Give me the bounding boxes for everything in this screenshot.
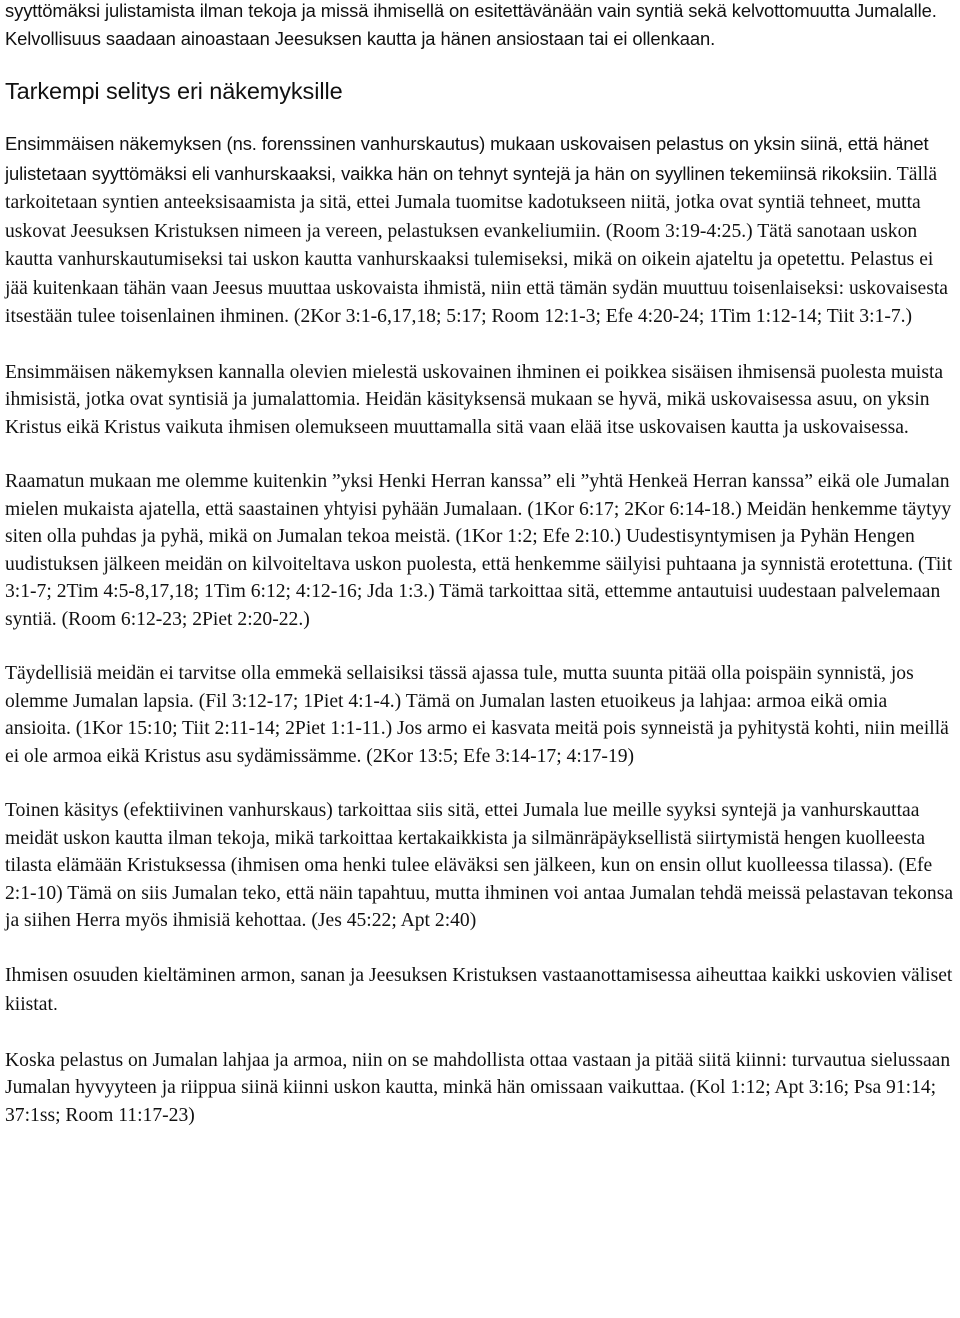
intro-paragraph — [5, 0, 957, 52]
document-page — [5, 0, 957, 1129]
paragraph-first-view-supporters: Ensimmäisen näkemyksen kannalla olevien mielestä uskovainen ihminen ei poikkea sisäisen ihmisensä puolesta muista ihmisistä, jotka ovat syntisiä ja jumalattomia. Heidän käsityksensä mukaan se hyvä, mikä uskovaisessa asuu, on yksin Kristus eikä Kristus vaikuta ihmisen olemukseen muuttamalla sitä vaan elää itse uskovaisen kautta ja uskovaisessa. — [5, 361, 944, 438]
paragraph-first-view-sans: Ensimmäisen näkemyksen (ns. forenssinen vanhurskautus) mukaan uskovaisen pelastus on yksin siinä, että hänet julistetaan syyttömäksi eli vanhurskaaksi, vaikka hän on tehnyt syntejä ja hän on syyllinen tekemiinsä rikoksiin. — [5, 133, 929, 184]
paragraph-first-view — [5, 130, 957, 332]
paragraph-second-view: Toinen käsitys (efektiivinen vanhurskaus) tarkoittaa siis sitä, ettei Jumala lue meille syyksi syntejä ja vanhurskauttaa meidät uskon kautta ilman tekoja, mikä tarkoittaa kertakaikkista ja silmänräpäyksellistä siirtymistä hengen kuolleesta tilasta elämään Kristuksessa (ihmisen oma henki tulee eläväksi sen jälkeen, kun on ensin ollut kuolleessa tilassa). (Efe 2:1-10) Tämä on siis Jumalan teko, että näin tapahtuu, mutta ihminen voi antaa Jumalan tehdä meissä pelastavan tekonsa ja siihen Herra myös ihmisiä kehottaa. (Jes 45:22; Apt 2:40) — [5, 800, 954, 931]
intro-text: syyttömäksi julistamista ilman tekoja ja missä ihmisellä on esitettävänään vain syntiä sekä kelvottomuutta Jumalalle. Kelvollisuus saadaan ainoastaan Jeesuksen kautta ja hänen ansiostaan tai ei ollenkaan. — [5, 0, 937, 49]
paragraph-disputes-serif: Ihmisen osuuden kieltäminen armon, sanan ja Jeesuksen Kristuksen vastaanottamisessa aiheuttaa kaikki uskovien väliset kiistat — [5, 964, 953, 1015]
paragraph-salvation-gift: Koska pelastus on Jumalan lahjaa ja armoa, niin on se mahdollista ottaa vastaan ja pitää siitä kiinni: turvautua sielussaan Jumalan hyvyyteen ja riippua siinä kiinni uskon kautta, minkä hän omissaan vaikuttaa. (Kol 1:12; Apt 3:16; Psa 91:14; 37:1ss; Room 11:17-23) — [5, 1049, 951, 1126]
paragraph-first-view-serif: Tällä tarkoitetaan syntien anteeksisaamista ja sitä, ettei Jumala tuomitse kadotukseen niitä, jotka ovat syntiä tehneet, mutta uskovat Jeesuksen Kristuksen nimeen ja vereen, pelastuksen evankeliumiin. (Room 3:19-4:25.) Tätä sanotaan uskon kautta vanhurskautumiseksi tai uskon kautta vanhurskaaksi tulemiseksi, mikä on oikein ajateltu ja opetettu. Pelastus ei jää kuitenkaan tähän vaan Jeesus muuttaa uskovaista ihmistä, niin että tämän sydän muuttuu toisenlaiseksi: uskovaisesta itsestään tulee toisenlainen ihminen. (2Kor 3:1-6,17,18; 5:17; Room 12:1-3; Efe 4:20-24; 1Tim 1:12-14; Tiit 3:1-7.) — [5, 163, 949, 327]
section-heading: Tarkempi selitys eri näkemyksille — [5, 78, 343, 104]
paragraph-disputes-period: . — [52, 993, 58, 1014]
paragraph-scripture: Raamatun mukaan me olemme kuitenkin ”yksi Henki Herran kanssa” eli ”yhtä Henkeä Herran kanssa” eikä ole Jumalan mielen mukaista ajatella, että saastainen yhtyisi pyhään Jumalaan. (1Kor 6:17; 2Kor 6:14-18.) Meidän henkemme täytyy siten olla puhdas ja pyhä, mikä on Jumalan tekoa meistä. (1Kor 1:2; Efe 2:10.) Uudestisyntymisen ja Pyhän Hengen uudistuksen jälkeen meidän on kilvoiteltava uskon puolesta, että henkemme säilyisi puhtaana ja synnistä erotettuna. (Tiit 3:1-7; 2Tim 4:5-8,17,18; 1Tim 6:12; 4:12-16; Jda 1:3.) Tämä tarkoittaa sitä, ettemme antautuisi uudestaan palvelemaan syntiä. (Room 6:12-23; 2Piet 2:20-22.) — [5, 471, 953, 630]
paragraph-disputes — [5, 962, 957, 1020]
paragraph-perfection: Täydellisiä meidän ei tarvitse olla emmekä sellaisiksi tässä ajassa tule, mutta suunta pitää olla poispäin synnistä, jos olemme Jumalan lapsia. (Fil 3:12-17; 1Piet 4:1-4.) Tämä on Jumalan lasten etuoikeus ja lahjaa: armoa eikä omia ansioita. (1Kor 15:10; Tiit 2:11-14; 2Piet 1:1-11.) Jos armo ei kasvata meitä pois synneistä ja pyhitystä kohti, niin meillä ei ole armoa eikä Kristus asu sydämissämme. (2Kor 13:5; Efe 3:14-17; 4:17-19) — [5, 663, 949, 767]
